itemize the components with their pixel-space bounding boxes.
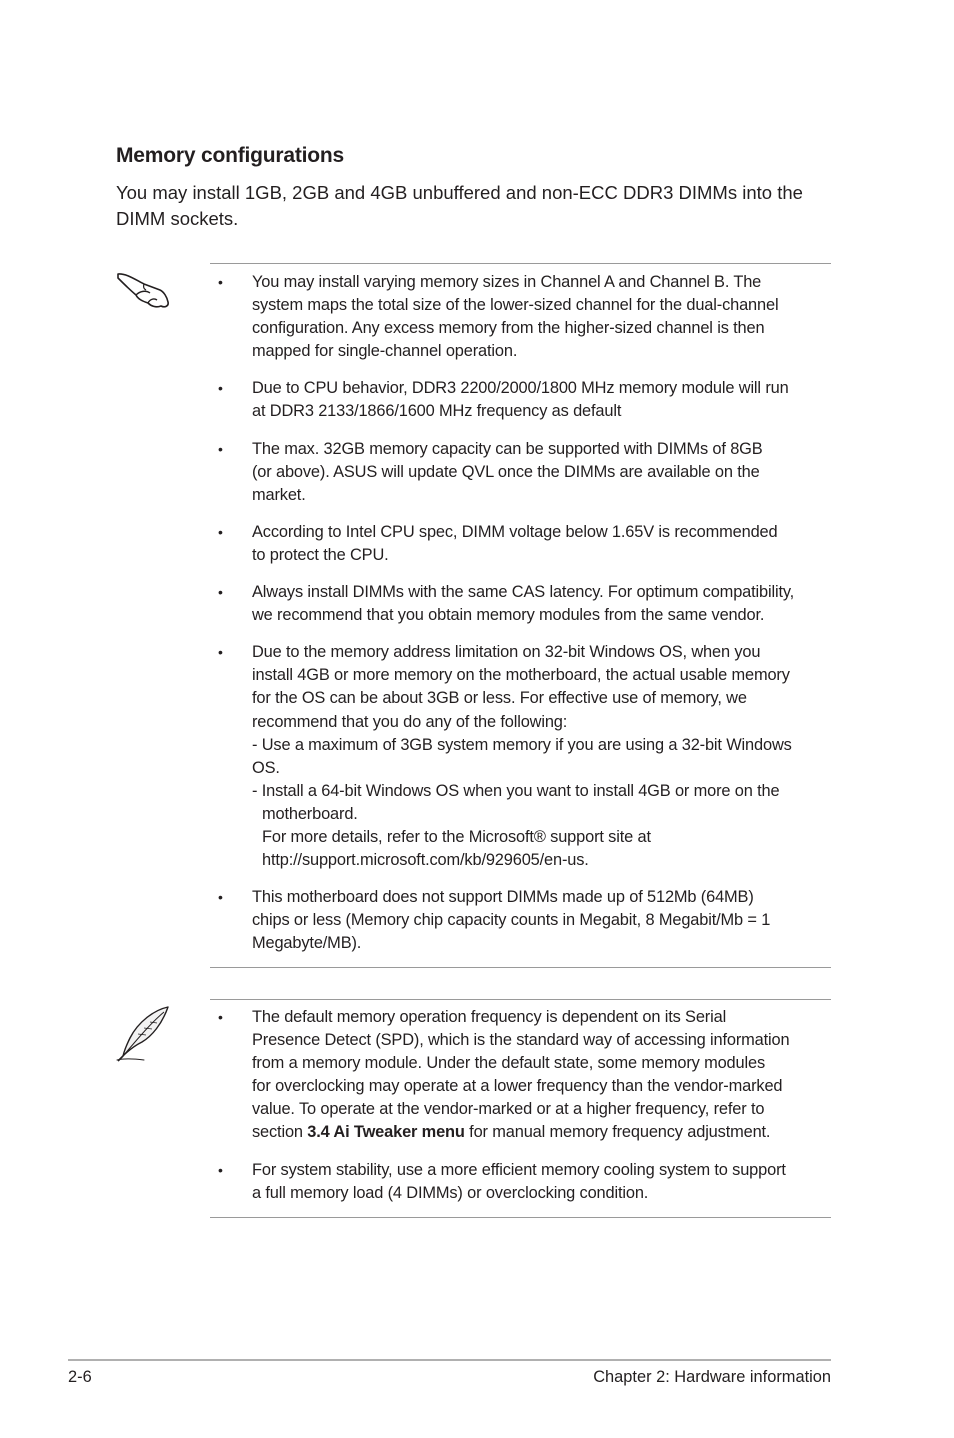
note-box: [210, 263, 831, 968]
bullet: •: [218, 644, 223, 661]
text-line: Presence Detect (SPD), which is the standard way of accessing information: [252, 1031, 790, 1050]
text-line: For system stability, use a more efficient memory cooling system to support: [252, 1160, 786, 1179]
text-line: chips or less (Memory chip capacity counts in Megabit, 8 Megabit/Mb = 1: [252, 911, 771, 930]
text-segment: for manual memory frequency adjustment.: [464, 1123, 771, 1142]
text-line: from a memory module. Under the default state, some memory modules: [252, 1054, 765, 1073]
intro-paragraph: You may install 1GB, 2GB and 4GB unbuffered and non-ECC DDR3 DIMMs into the DIMM sockets.: [116, 182, 803, 229]
bullet: •: [218, 274, 223, 290]
text-line: This motherboard does not support DIMMs made up of 512Mb (64MB): [252, 888, 754, 907]
note-list: [210, 271, 831, 955]
text-line: we recommend that you obtain memory modules from the same vendor.: [252, 606, 765, 625]
footer-rule: [68, 1359, 831, 1361]
page-number: 2-6: [68, 1368, 92, 1386]
text-line: to protect the CPU.: [252, 545, 389, 564]
text-line: Megabyte/MB).: [252, 934, 362, 953]
text-line: http://support.microsoft.com/kb/929605/en-us.: [262, 851, 589, 870]
text-line: Due to the memory address limitation on 32-bit Windows OS, when you: [252, 643, 761, 662]
text-segment: section: [252, 1123, 308, 1142]
list-item: [210, 1159, 831, 1205]
bullet: •: [218, 440, 223, 457]
text-line: system maps the total size of the lower-sized channel for the dual-channel: [252, 296, 779, 315]
section-heading: Memory configurations: [116, 144, 344, 167]
bullet: •: [218, 1161, 223, 1178]
list-item: [210, 641, 831, 872]
text-line: install 4GB or more memory on the motherboard, the actual usable memory: [252, 666, 790, 685]
text-line: You may install varying memory sizes in Channel A and Channel B. The: [252, 273, 762, 291]
text-line: For more details, refer to the Microsoft® support site at: [262, 827, 651, 846]
list-item: [210, 438, 831, 507]
tip-box: [210, 999, 831, 1218]
text-line: - Install a 64-bit Windows OS when you want to install 4GB or more on the: [252, 781, 780, 800]
text-line: (or above). ASUS will update QVL once the DIMMs are available on the: [252, 462, 760, 481]
text-line: for the OS can be about 3GB or less. For effective use of memory, we: [252, 689, 747, 708]
list-item: [210, 886, 831, 955]
tip-box-top-rule: [210, 999, 831, 1000]
list-item: [210, 1006, 831, 1145]
text-line: Always install DIMMs with the same CAS latency. For optimum compatibility,: [252, 583, 795, 602]
text-line: The max. 32GB memory capacity can be supported with DIMMs of 8GB: [252, 439, 763, 458]
text-line: configuration. Any excess memory from the higher-sized channel is then: [252, 319, 765, 338]
tip-box-bottom-rule: [210, 1217, 831, 1218]
bullet: •: [218, 380, 223, 397]
text-line: mapped for single-channel operation.: [252, 342, 518, 361]
bullet: •: [218, 523, 223, 540]
text-line: motherboard.: [262, 804, 358, 823]
list-item: [210, 377, 831, 423]
list-item: [210, 581, 831, 627]
text-line: According to Intel CPU spec, DIMM voltage below 1.65V is recommended: [252, 522, 778, 541]
note-box-top-rule: [210, 263, 831, 264]
text-line: for overclocking may operate at a lower frequency than the vendor-marked: [252, 1077, 783, 1096]
text-line: at DDR3 2133/1866/1600 MHz frequency as default: [252, 402, 622, 421]
list-item: [210, 271, 831, 363]
chapter-title: Chapter 2: Hardware information: [593, 1368, 831, 1386]
text-line: market.: [252, 485, 306, 504]
menu-reference: 3.4 Ai Tweaker menu: [307, 1123, 465, 1142]
bullet: •: [218, 1009, 223, 1025]
note-box-bottom-rule: [210, 967, 831, 968]
list-item: [210, 521, 831, 567]
tip-list: [210, 1006, 831, 1205]
text-line: - Use a maximum of 3GB system memory if you are using a 32-bit Windows: [252, 735, 792, 754]
text-line: OS.: [252, 758, 280, 777]
feather-pen-icon: [114, 1004, 172, 1064]
bullet: •: [218, 584, 223, 601]
text-line: The default memory operation frequency is dependent on its Serial: [252, 1008, 727, 1026]
text-line: a full memory load (4 DIMMs) or overclocking condition.: [252, 1183, 649, 1202]
text-line: Due to CPU behavior, DDR3 2200/2000/1800 MHz memory module will run: [252, 379, 789, 398]
text-line: recommend that you do any of the following:: [252, 712, 568, 731]
bullet: •: [218, 889, 223, 906]
text-line: value. To operate at the vendor-marked or at a higher frequency, refer to: [252, 1100, 765, 1119]
text-line-with-reference: [252, 1121, 831, 1144]
hand-pointing-icon: [116, 268, 172, 310]
